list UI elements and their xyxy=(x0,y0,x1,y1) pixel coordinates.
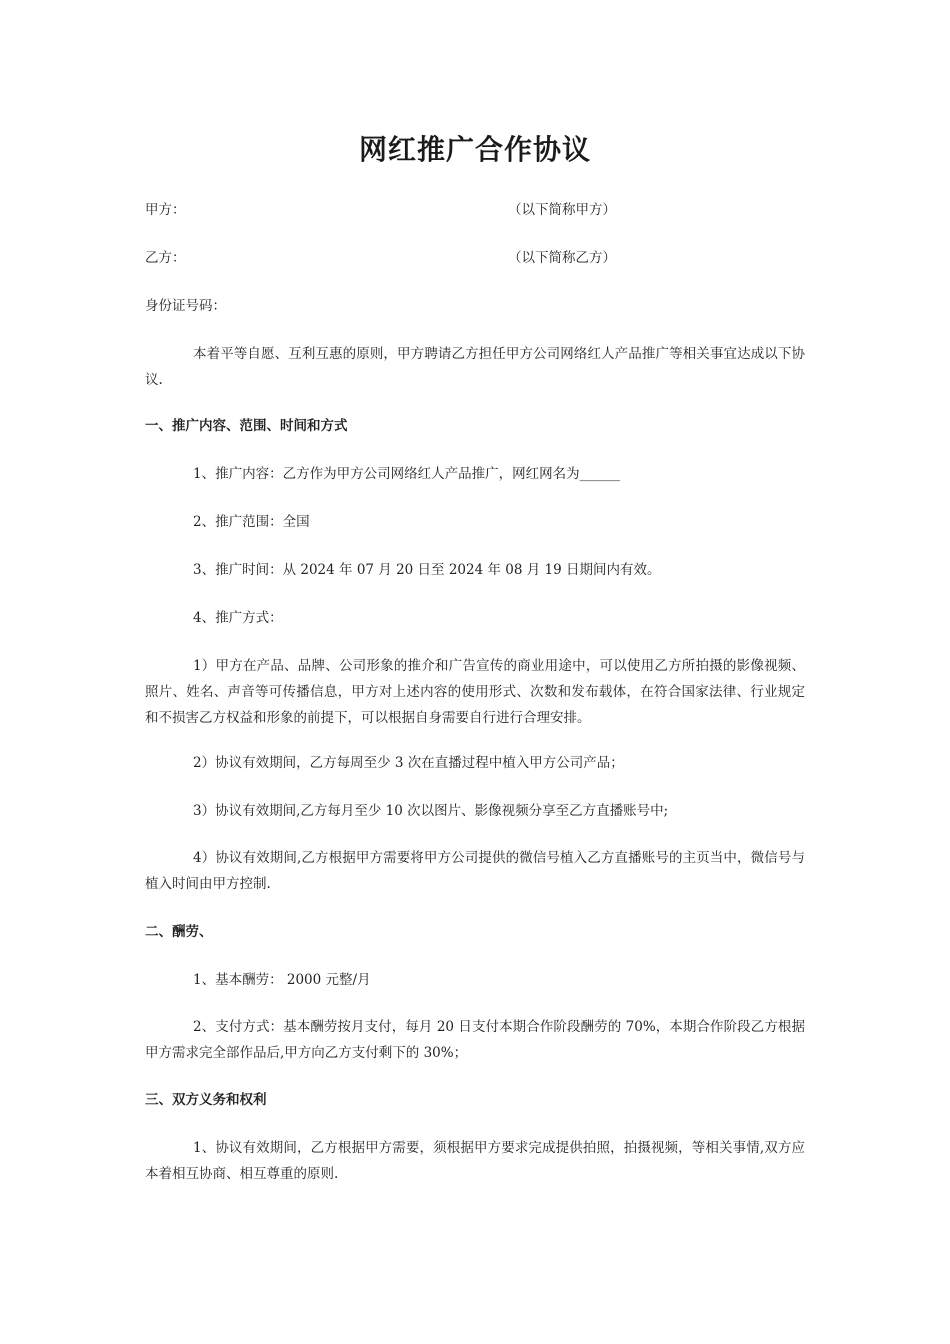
party-a-note: （以下简称甲方） xyxy=(508,202,616,218)
section2-item2: 2、支付方式：基本酬劳按月支付，每月 20 日支付本期合作阶段酬劳的 70%，本期合作阶段乙方根据甲方需求完全部作品后,甲方向乙方支付剩下的 30%； xyxy=(145,1019,805,1061)
section1-sub4: 4）协议有效期间,乙方根据甲方需要将甲方公司提供的微信号植入乙方直播账号的主页当中，微信号与植入时间由甲方控制. xyxy=(145,850,805,892)
party-b-note: （以下简称乙方） xyxy=(508,250,616,266)
section1-item1: 1、推广内容：乙方作为甲方公司网络红人产品推广，网红网名为______ xyxy=(193,466,621,482)
section1-sub1: 1）甲方在产品、品牌、公司形象的推介和广告宣传的商业用途中，可以使用乙方所拍摄的影像视频、照片、姓名、声音等可传播信息，甲方对上述内容的使用形式、次数和发布载体，在符合国家法律、行业规定和不损害乙方权益和形象的前提下，可以根据自身需要自行进行合理安排。 xyxy=(145,658,805,726)
section1-sub3: 3）协议有效期间,乙方每月至少 10 次以图片、影像视频分享至乙方直播账号中; xyxy=(193,803,669,819)
section1-item3: 3、推广时间：从 2024 年 07 月 20 日至 2024 年 08 月 19 日期间内有效。 xyxy=(193,562,661,578)
section3-item1: 1、协议有效期间，乙方根据甲方需要，须根据甲方要求完成提供拍照，拍摄视频，等相关事情,双方应本着相互协商、相互尊重的原则. xyxy=(145,1140,805,1182)
party-a-label: 甲方： xyxy=(145,202,186,218)
section1-sub2: 2）协议有效期间，乙方每周至少 3 次在直播过程中植入甲方公司产品； xyxy=(193,755,624,771)
party-b-label: 乙方： xyxy=(145,250,186,266)
section1-item4: 4、推广方式： xyxy=(193,610,283,626)
id-number-label: 身份证号码： xyxy=(145,298,226,314)
intro-paragraph: 本着平等自愿、互利互惠的原则，甲方聘请乙方担任甲方公司网络红人产品推广等相关事宜达成以下协议. xyxy=(145,346,805,388)
section3-heading: 三、双方义务和权利 xyxy=(145,1092,267,1108)
section1-heading: 一、推广内容、范围、时间和方式 xyxy=(145,418,348,434)
section1-item2: 2、推广范围：全国 xyxy=(193,514,310,530)
section2-heading: 二、酬劳、 xyxy=(145,924,213,940)
section2-item1: 1、基本酬劳： 2000 元整/月 xyxy=(193,972,371,988)
document-title: 网红推广合作协议 xyxy=(358,133,591,166)
